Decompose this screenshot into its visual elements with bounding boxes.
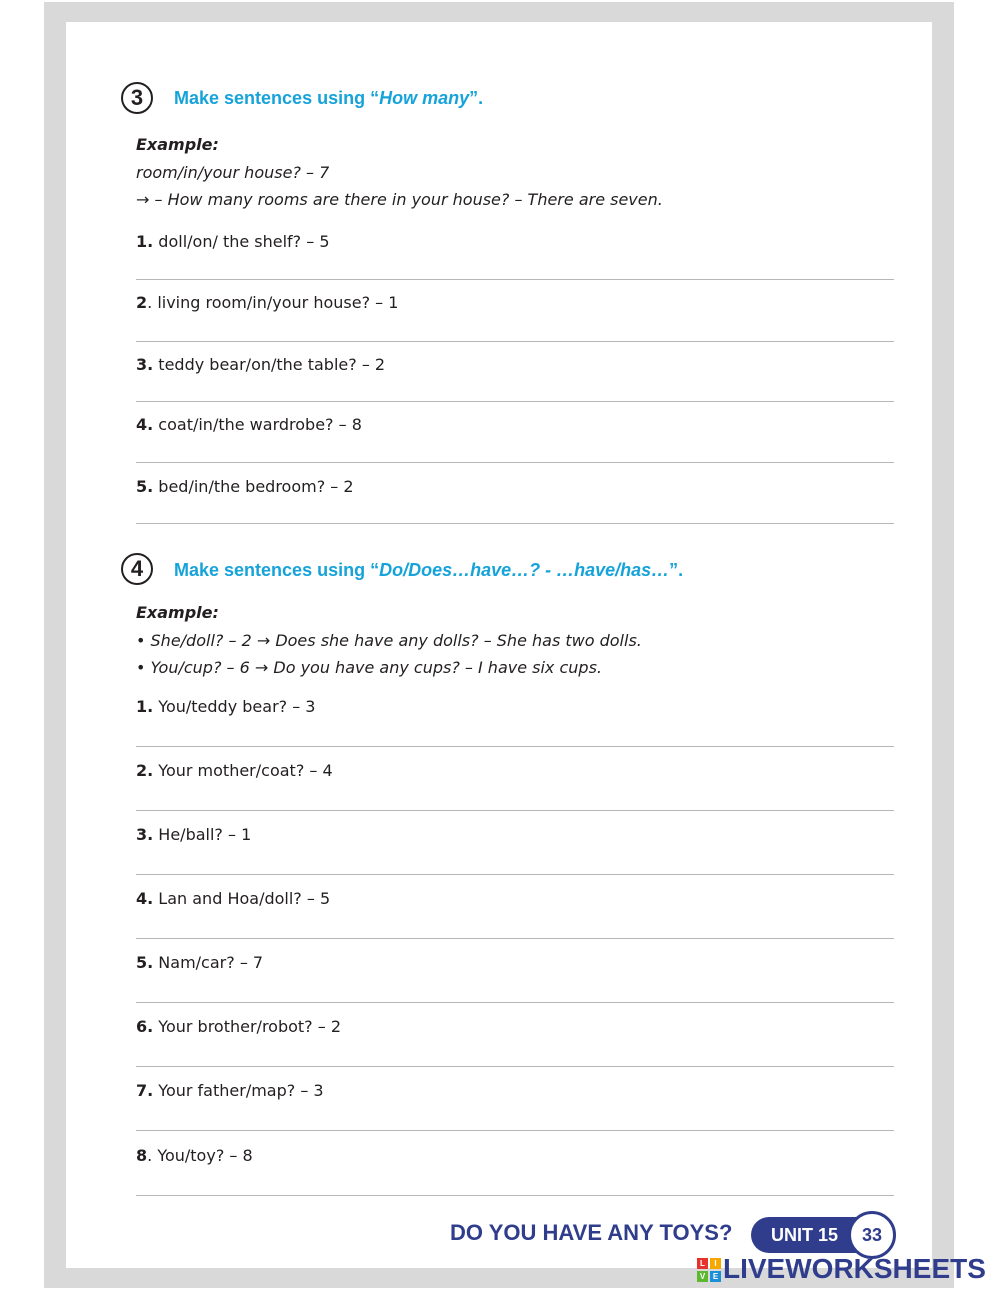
answer-line[interactable] [136, 938, 894, 939]
item-prompt: teddy bear/on/the table? – 2 [153, 355, 386, 374]
section-3-title [174, 88, 483, 109]
answer-line[interactable] [136, 1195, 894, 1196]
section-4-title-suffix: ”. [669, 560, 684, 580]
item-prompt: He/ball? – 1 [153, 825, 252, 844]
item-number: 8 [136, 1146, 148, 1165]
item-prompt: Nam/car? – 7 [153, 953, 264, 972]
section-4-item-2 [136, 761, 333, 780]
unit-badge: UNIT 15 [751, 1217, 881, 1253]
item-prompt: Your father/map? – 3 [153, 1081, 324, 1100]
section-4-item-5 [136, 953, 263, 972]
item-number: 4. [136, 415, 154, 434]
item-prompt: bed/in/the bedroom? – 2 [153, 477, 354, 496]
section-4-example-line: • You/cup? – 6 → Do you have any cups? – I have six cups. [136, 658, 602, 677]
section-3-title-suffix: ”. [469, 88, 484, 108]
page-number: 33 [848, 1211, 896, 1259]
section-3-item-3 [136, 355, 385, 374]
block-letter: I [710, 1258, 721, 1269]
item-number: 1. [136, 232, 154, 251]
item-number: 3. [136, 825, 154, 844]
item-number: 6. [136, 1017, 154, 1036]
section-3-example-line: → – How many rooms are there in your house? – There are seven. [136, 190, 663, 209]
section-4-example-label: Example: [136, 603, 219, 622]
item-number: 3. [136, 355, 154, 374]
section-4-item-3 [136, 825, 251, 844]
section-4-item-8 [136, 1146, 253, 1165]
section-4-number: 4 [121, 553, 153, 585]
section-3-example-label: Example: [136, 135, 219, 154]
block-letter: V [697, 1271, 708, 1282]
item-prompt: Your mother/coat? – 4 [153, 761, 333, 780]
section-4-item-7 [136, 1081, 324, 1100]
section-3-item-4 [136, 415, 362, 434]
answer-line[interactable] [136, 810, 894, 811]
item-number: 2 [136, 293, 148, 312]
section-4-title-keyword: Do/Does…have…? - …have/has… [379, 560, 670, 580]
item-prompt: Lan and Hoa/doll? – 5 [153, 889, 331, 908]
item-prompt: doll/on/ the shelf? – 5 [153, 232, 330, 251]
section-3-title-keyword: How many [379, 88, 470, 108]
answer-line[interactable] [136, 1130, 894, 1131]
answer-line[interactable] [136, 279, 894, 280]
block-letter: E [710, 1271, 721, 1282]
answer-line[interactable] [136, 1002, 894, 1003]
liveworksheets-logo[interactable]: LIVEWORKSHEETS [723, 1253, 986, 1284]
answer-line[interactable] [136, 874, 894, 875]
section-3-number: 3 [121, 82, 153, 114]
section-3-item-5 [136, 477, 354, 496]
answer-line[interactable] [136, 462, 894, 463]
section-3-example-line: room/in/your house? – 7 [136, 163, 330, 182]
liveworksheets-blocks-icon [697, 1258, 721, 1282]
item-prompt: . living room/in/your house? – 1 [147, 293, 399, 312]
item-number: 2. [136, 761, 154, 780]
footer-unit-title: DO YOU HAVE ANY TOYS? [450, 1220, 733, 1245]
answer-line[interactable] [136, 341, 894, 342]
section-4-title-prefix: Make sentences using “ [174, 560, 380, 580]
item-number: 7. [136, 1081, 154, 1100]
answer-line[interactable] [136, 1066, 894, 1067]
section-4-item-6 [136, 1017, 341, 1036]
section-3-item-2 [136, 293, 398, 312]
answer-line[interactable] [136, 523, 894, 524]
section-3-title-prefix: Make sentences using “ [174, 88, 380, 108]
section-4-item-4 [136, 889, 330, 908]
block-letter: L [697, 1258, 708, 1269]
answer-line[interactable] [136, 401, 894, 402]
item-number: 5. [136, 953, 154, 972]
item-number: 4. [136, 889, 154, 908]
item-prompt: You/teddy bear? – 3 [153, 697, 316, 716]
section-3-item-1 [136, 232, 330, 251]
item-number: 1. [136, 697, 154, 716]
answer-line[interactable] [136, 746, 894, 747]
section-4-item-1 [136, 697, 315, 716]
item-prompt: coat/in/the wardrobe? – 8 [153, 415, 362, 434]
item-prompt: . You/toy? – 8 [147, 1146, 253, 1165]
item-prompt: Your brother/robot? – 2 [153, 1017, 342, 1036]
item-number: 5. [136, 477, 154, 496]
section-4-title [174, 560, 683, 581]
section-4-example-line: • She/doll? – 2 → Does she have any dolls? – She has two dolls. [136, 631, 642, 650]
